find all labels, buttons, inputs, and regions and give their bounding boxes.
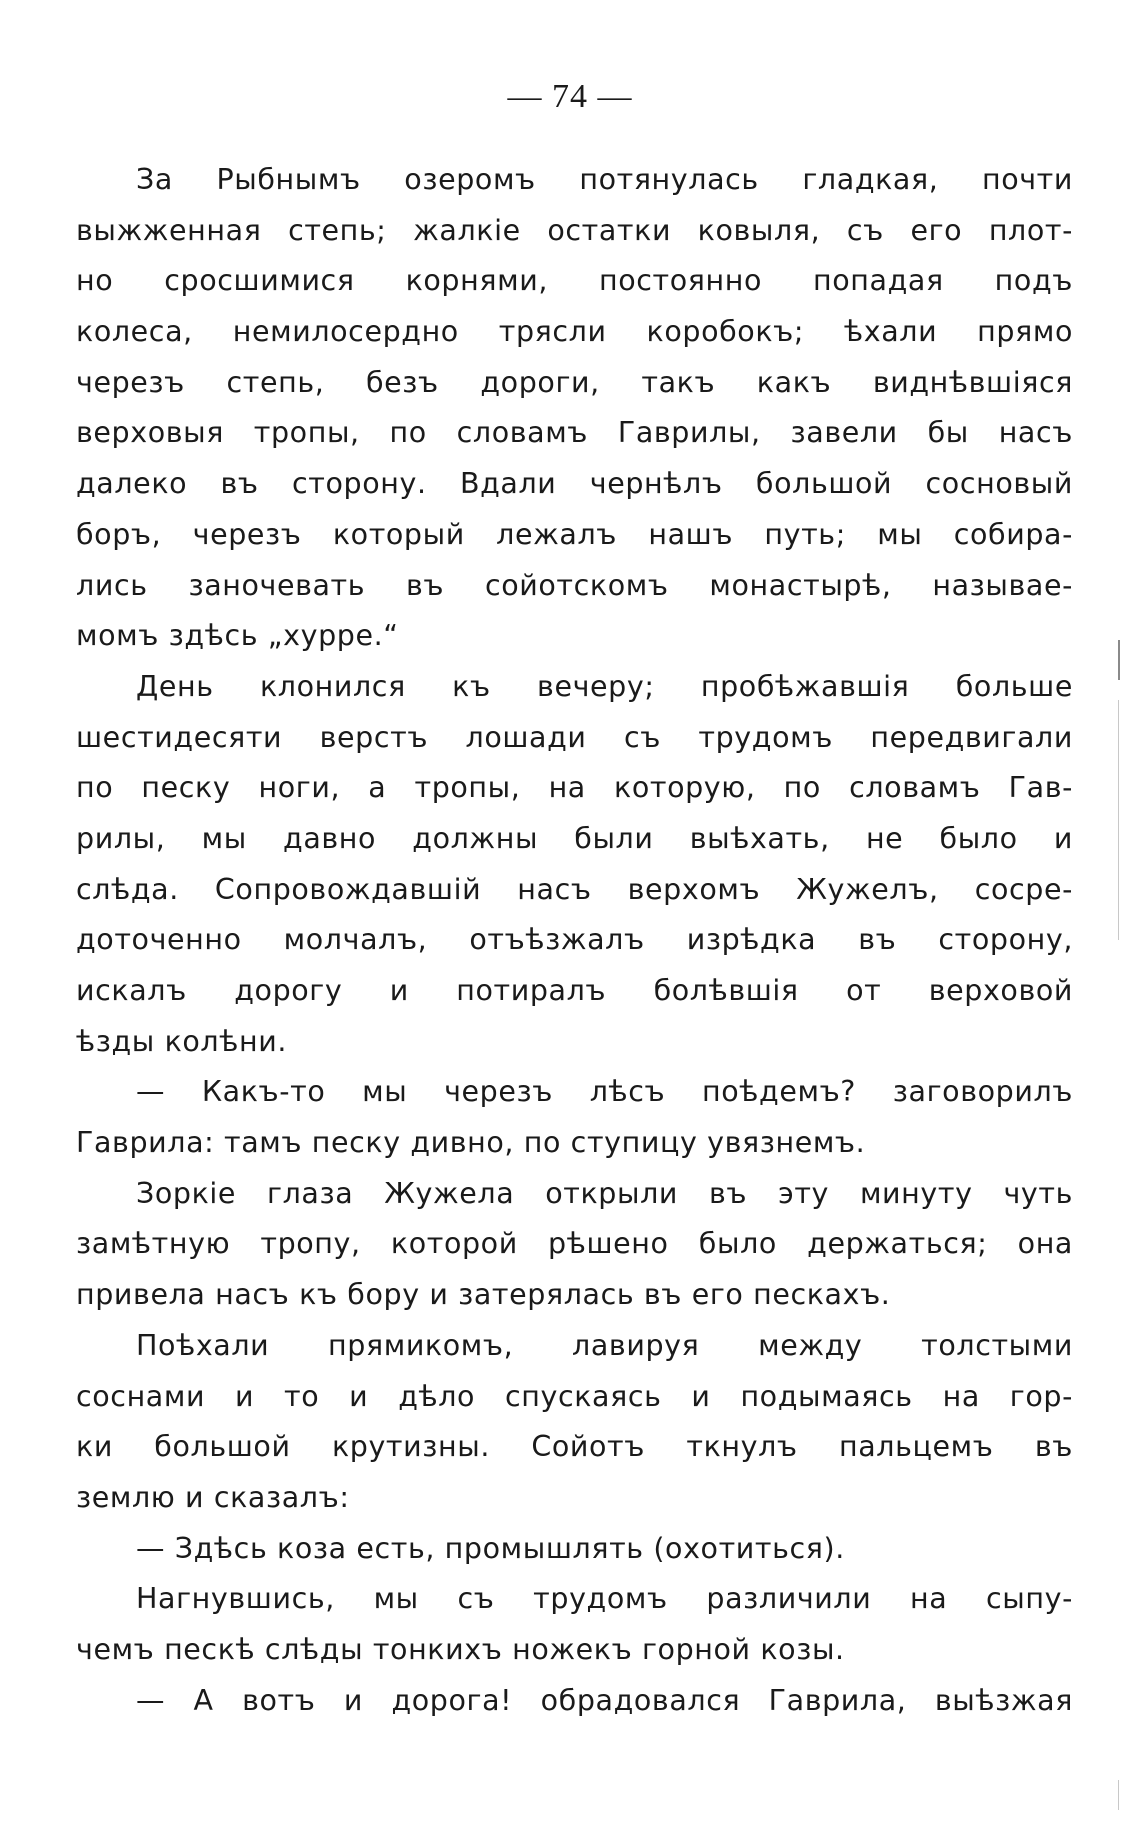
- text-line: привела насъ къ бору и затерялась въ его пескахъ.: [76, 1278, 891, 1312]
- text-line: лись заночевать въ сойотскомъ монастырѣ, называе-: [76, 568, 1073, 602]
- text-line: но сросшимися корнями, постоянно попадая подъ: [76, 264, 1073, 298]
- text-line: слѣда. Сопровождавшій насъ верхомъ Жужелъ, сосре-: [76, 872, 1073, 906]
- text-line: Зоркіе глаза Жужела открыли въ эту минуту чуть: [136, 1176, 1073, 1210]
- text-line: землю и сказалъ:: [76, 1480, 350, 1514]
- text-line: — Здѣсь коза есть, промышлять (охотиться).: [136, 1531, 845, 1565]
- text-line: — Какъ-то мы черезъ лѣсъ поѣдемъ? заговорилъ: [136, 1075, 1073, 1109]
- text-line: ѣзды колѣни.: [76, 1024, 287, 1058]
- text-line: Гаврила: тамъ песку дивно, по ступицу увязнемъ.: [76, 1126, 866, 1160]
- scan-margin-mark: [1118, 640, 1120, 680]
- text-line: выжженная степь; жалкіе остатки ковыля, съ его плот-: [76, 213, 1073, 247]
- text-line: — А вотъ и дорога! обрадовался Гаврила, выѣзжая: [136, 1683, 1073, 1717]
- text-line: ки большой крутизны. Сойотъ ткнулъ пальцемъ въ: [76, 1430, 1073, 1464]
- text-line: колеса, немилосердно трясли коробокъ; ѣхали прямо: [76, 315, 1073, 349]
- text-line: Поѣхали прямикомъ, лавируя между толстыми: [136, 1328, 1073, 1362]
- text-line: шестидесяти верстъ лошади съ трудомъ передвигали: [76, 720, 1073, 754]
- text-line: момъ здѣсь „хурре.“: [76, 619, 399, 653]
- text-line: чемъ пескѣ слѣды тонкихъ ножекъ горной козы.: [76, 1632, 845, 1666]
- text-line: черезъ степь, безъ дороги, такъ какъ виднѣвшіяся: [76, 365, 1073, 399]
- text-line: замѣтную тропу, которой рѣшено было держаться; она: [76, 1227, 1073, 1261]
- text-line: боръ, черезъ который лежалъ нашъ путь; мы собира-: [76, 517, 1073, 551]
- text-line: Нагнувшись, мы съ трудомъ различили на сыпу-: [136, 1582, 1073, 1616]
- text-line: День клонился къ вечеру; пробѣжавшія больше: [136, 669, 1073, 703]
- scan-margin-mark: [1118, 1780, 1119, 1810]
- text-line: по песку ноги, а тропы, на которую, по словамъ Гав-: [76, 771, 1073, 805]
- text-line: искалъ дорогу и потиралъ болѣвшія от верховой: [76, 974, 1073, 1007]
- text-line: доточенно молчалъ, отъѣзжалъ изрѣдка въ сторону,: [76, 923, 1073, 957]
- body-text: [76, 155, 1073, 1726]
- text-line: верховыя тропы, по словамъ Гаврилы, завели бы насъ: [76, 416, 1073, 450]
- text-line: соснами и то и дѣло спускаясь и подымаясь на гор-: [76, 1379, 1073, 1413]
- scan-margin-mark: [1118, 700, 1119, 940]
- text-line: далеко въ сторону. Вдали чернѣлъ большой сосновый: [76, 467, 1073, 501]
- text-line: рилы, мы давно должны были выѣхать, не было и: [76, 821, 1073, 855]
- text-line: За Рыбнымъ озеромъ потянулась гладкая, почти: [136, 163, 1073, 196]
- page-number: — 74 —: [507, 78, 633, 115]
